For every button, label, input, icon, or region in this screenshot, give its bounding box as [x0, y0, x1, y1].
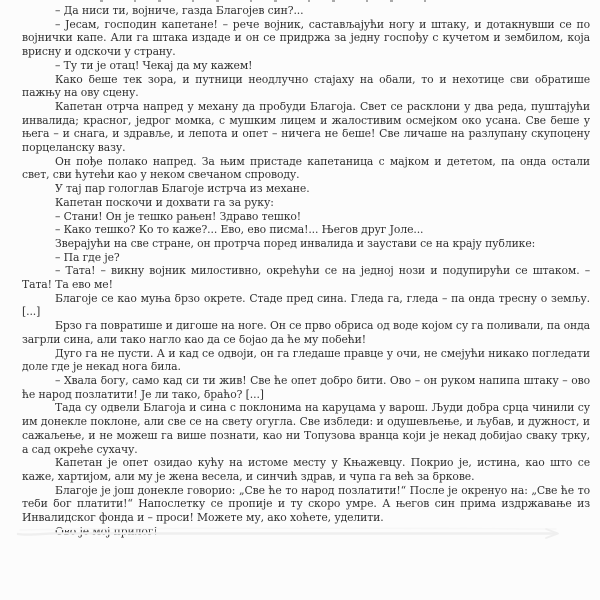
paragraph: Благоје се као муња брзо окрете. Стаде пред сина. Гледа га, гледа – па онда тресну о земљу. [...] — [22, 291, 590, 319]
paragraph: – Да ниси ти, војниче, газда Благојев син?... — [55, 4, 304, 17]
paragraph: – Тата! – викну војник милостивно, окрећући се на једној нози и подупирући се штаком. – Тата! Та ево ме! — [22, 264, 590, 292]
paragraph: Дуго га не пусти. А и кад се одвоји, он га гледаше правце у очи, не смејући никако погледати доле где је некад нога била. — [22, 346, 590, 374]
paragraph: Како беше тек зора, и путници неодлучно стајаху на обали, то и нехотице сви обратише пажњу на ову сцену. — [22, 72, 590, 100]
progress-arrow-divider — [0, 524, 600, 542]
clipped-text-remnant — [100, 0, 445, 2]
paragraph: Капетан је опет озидао кућу на истоме месту у Књажевцу. Покрио је, истина, као што се каже, хартијом, али му је жена весела, и синчић здрав, и чупа га већ за бркове. — [22, 456, 590, 483]
story-text — [22, 4, 590, 538]
paragraph: Он пође полако напред. За њим пристаде капетаница с мајком и дететом, па онда остали свет, сви ћутећи као у неком свечаном спроводу. — [22, 154, 590, 182]
paragraph: У тај пар гологлав Благоје истрча из механе. — [55, 182, 310, 196]
paragraph: – Стани! Он је тешко рањен! Здраво тешко! — [55, 209, 302, 223]
paragraph: Благоје је још донекле говорио: „Све ће то народ позлатити!“ После је окренуо на: „Све ће то теби бог платити!“ Напослетку се пропије и ту скоро умре. А његов син прима издржавање из Инвалидског фонда и – проси! Можете му, ако хоћете, уделити. — [22, 483, 590, 525]
paragraph: – Јесам, господин капетане! – рече војник, састављајући ногу и штаку, и дотакнувши се по војнички капе. Али га штака издаде и он се придржа за једну госпођу с кучетом и зембилом, која врисну и одскочи у страну. — [22, 17, 590, 59]
paragraph: Капетан отрча напред у механу да пробуди Благоја. Свет се расклони у два реда, пуштајући инвалида; красног, једрог момка, с мушким лицем и жалостивим осмејком око усана. Све беше у њега – и снага, и здравље, и лепота и опет – ничега не беше! Све личаше на разлупану скупоцену порцеланску вазу. — [22, 99, 590, 155]
paragraph: – Па где је? — [55, 250, 120, 264]
paragraph: Тада су одвели Благоја и сина с поклонима на каруцама у варош. Људи добра срца чинили су им донекле поклоне, али све се на свету огугла. Све избледи: и одушевљење, и љубав, и дужност, и сажаљење, и не можеш га више познати, као ни Топузова вранца који је некад добијао сваку трку, а сад окреће сухачу. — [22, 401, 590, 456]
paragraph: – Ту ти је отац! Чекај да му кажем! — [55, 58, 253, 72]
paragraph: Зверајући на све стране, он протрча поред инвалида и заустави се на крају публике: — [55, 236, 536, 250]
paragraph: Брзо га повратише и дигоше на ноге. Он се прво обриса од воде којом су га поливали, па онда загрли сина, али тако нагло као да се бојао да ће му побећи! — [22, 319, 590, 346]
paragraph: – Хвала богу, само кад си ти жив! Све ће опет добро бити. Ово – он руком напипа штаку – ово ће народ позлатити! Је ли тако, браћо? [...] — [22, 373, 590, 401]
paragraph: – Како тешко? Ко то каже?... Ево, ево писма!... Његов друг Јоле... — [55, 223, 424, 237]
paragraph: Капетан поскочи и дохвати га за руку: — [55, 195, 274, 209]
paragraph: Ово је мој прилог! — [55, 524, 158, 538]
